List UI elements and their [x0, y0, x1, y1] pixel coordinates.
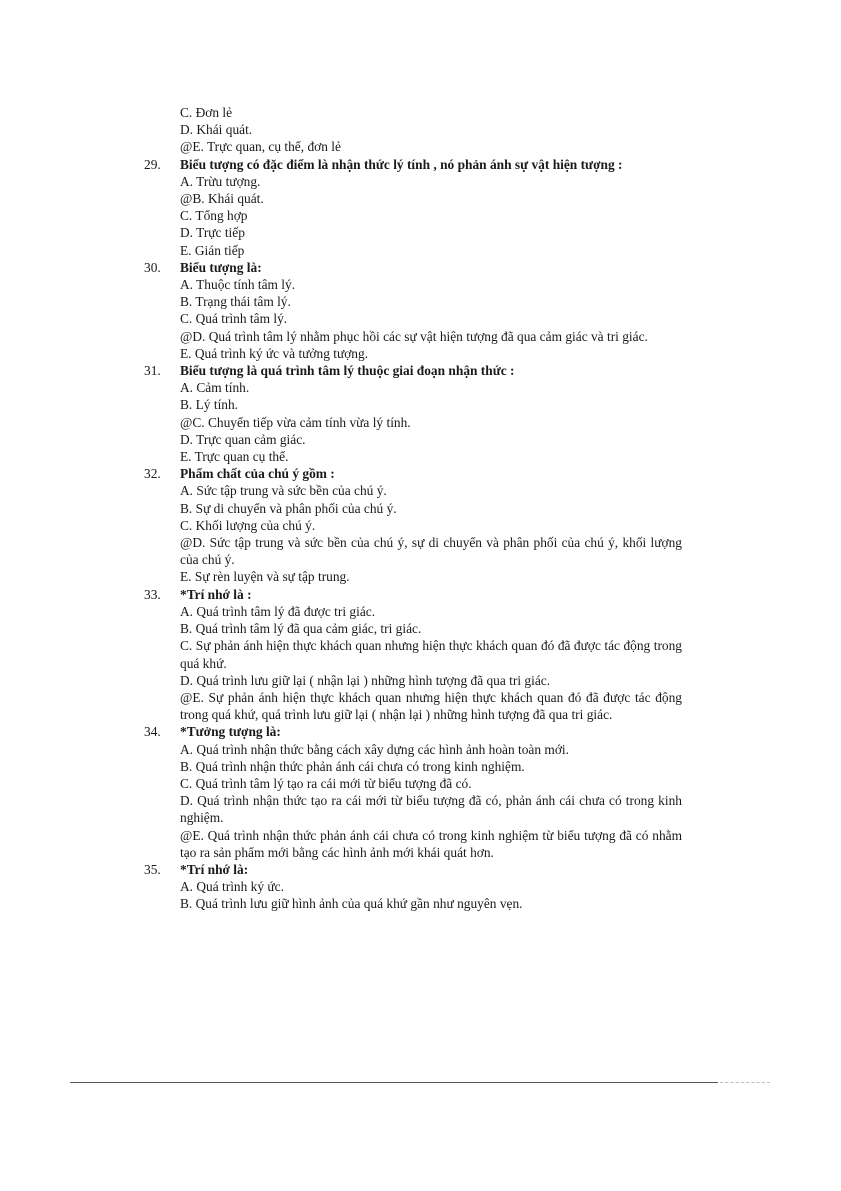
question-text: *Tưởng tượng là: — [180, 724, 281, 740]
answer-option: A. Sức tập trung và sức bền của chú ý. — [180, 483, 387, 499]
answer-option: B. Sự di chuyển và phân phối của chú ý. — [180, 500, 397, 516]
question-text: Biểu tượng là quá trình tâm lý thuộc giai đoạn nhận thức : — [180, 363, 515, 379]
question-32 — [144, 465, 682, 482]
answer-option-correct: @E. Quá trình nhận thức phản ánh cái chưa có trong kinh nghiệm từ biểu tượng đã có nhằm tạo ra sản phẩm mới bằng các hình ảnh mới khái quát hơn. — [180, 827, 682, 860]
answer-option: C. Tổng hợp — [180, 208, 248, 224]
question-text: *Trí nhớ là : — [180, 586, 252, 602]
answer-option: B. Lý tính. — [180, 397, 239, 413]
answer-option: B. Quá trình lưu giữ hình ảnh của quá khứ gần như nguyên vẹn. — [180, 896, 523, 912]
answer-option: E. Quá trình ký ức và tưởng tượng. — [180, 345, 369, 361]
question-number: 34. — [144, 724, 161, 740]
question-number: 29. — [144, 156, 161, 172]
answer-option-correct: @D. Sức tập trung và sức bền của chú ý, sự di chuyển và phân phối của chú ý, khối lượng của chú ý. — [180, 535, 682, 568]
question-number: 35. — [144, 861, 161, 877]
lead-option: D. Khái quát. — [180, 122, 253, 138]
answer-option: C. Sự phản ánh hiện thực khách quan nhưng hiện thực khách quan đó đã được tác động trong quá khứ. — [180, 638, 682, 671]
lead-option: @E. Trực quan, cụ thể, đơn lẻ — [180, 139, 341, 155]
question-34 — [144, 723, 682, 740]
answer-option: C. Quá trình tâm lý tạo ra cái mới từ biểu tượng đã có. — [180, 775, 472, 791]
question-30 — [144, 259, 682, 276]
question-list — [144, 104, 682, 913]
question-number: 30. — [144, 259, 161, 275]
question-number: 31. — [144, 363, 161, 379]
answer-option-correct: @C. Chuyển tiếp vừa cảm tính vừa lý tính. — [180, 414, 411, 430]
answer-option: A. Quá trình nhận thức bằng cách xây dựng các hình ảnh hoàn toàn mới. — [180, 741, 569, 757]
answer-option: D. Trực quan cảm giác. — [180, 431, 306, 447]
answer-option: E. Gián tiếp — [180, 242, 245, 258]
answer-option: A. Cảm tính. — [180, 380, 250, 396]
question-31 — [144, 362, 682, 379]
question-35 — [144, 861, 682, 878]
footer-divider — [70, 1082, 718, 1083]
question-text: *Trí nhớ là: — [180, 861, 249, 877]
answer-option: B. Trạng thái tâm lý. — [180, 294, 291, 310]
answer-option-correct: @B. Khái quát. — [180, 191, 264, 207]
answer-option: C. Khối lượng của chú ý. — [180, 517, 316, 533]
question-number: 33. — [144, 586, 161, 602]
answer-option: E. Sự rèn luyện và sự tập trung. — [180, 569, 350, 585]
answer-option: E. Trực quan cụ thể. — [180, 449, 289, 465]
answer-option: A. Quá trình tâm lý đã được tri giác. — [180, 603, 376, 619]
question-number: 32. — [144, 466, 161, 482]
question-text: Biểu tượng có đặc điểm là nhận thức lý tính , nó phản ánh sự vật hiện tượng : — [180, 156, 623, 172]
question-text: Biểu tượng là: — [180, 259, 262, 275]
lead-option: C. Đơn lẻ — [180, 105, 233, 120]
footer-divider-faint — [720, 1082, 770, 1083]
answer-option: D. Trực tiếp — [180, 225, 245, 241]
answer-option-correct: @D. Quá trình tâm lý nhằm phục hồi các sự vật hiện tượng đã qua cảm giác và tri giác. — [180, 328, 648, 344]
question-33 — [144, 586, 682, 603]
question-text: Phẩm chất của chú ý gồm : — [180, 466, 335, 482]
answer-option: A. Quá trình ký ức. — [180, 879, 284, 895]
answer-option: B. Quá trình tâm lý đã qua cảm giác, tri giác. — [180, 621, 422, 637]
answer-option: A. Trừu tượng. — [180, 173, 261, 189]
answer-option: B. Quá trình nhận thức phản ánh cái chưa có trong kinh nghiệm. — [180, 758, 525, 774]
answer-option-correct: @E. Sự phản ánh hiện thực khách quan nhưng hiện thực khách quan đó đã được tác động trong quá khứ, quá trình lưu giữ lại ( nhận lại ) những hình tượng đã qua tri giác. — [180, 689, 682, 723]
answer-option: A. Thuộc tính tâm lý. — [180, 277, 296, 293]
answer-option: D. Quá trình lưu giữ lại ( nhận lại ) những hình tượng đã qua tri giác. — [180, 672, 551, 688]
question-29 — [144, 156, 682, 173]
answer-option: C. Quá trình tâm lý. — [180, 311, 288, 327]
answer-option: D. Quá trình nhận thức tạo ra cái mới từ biểu tượng đã có, phản ánh cái chưa có trong kinh nghiệm. — [180, 793, 682, 826]
